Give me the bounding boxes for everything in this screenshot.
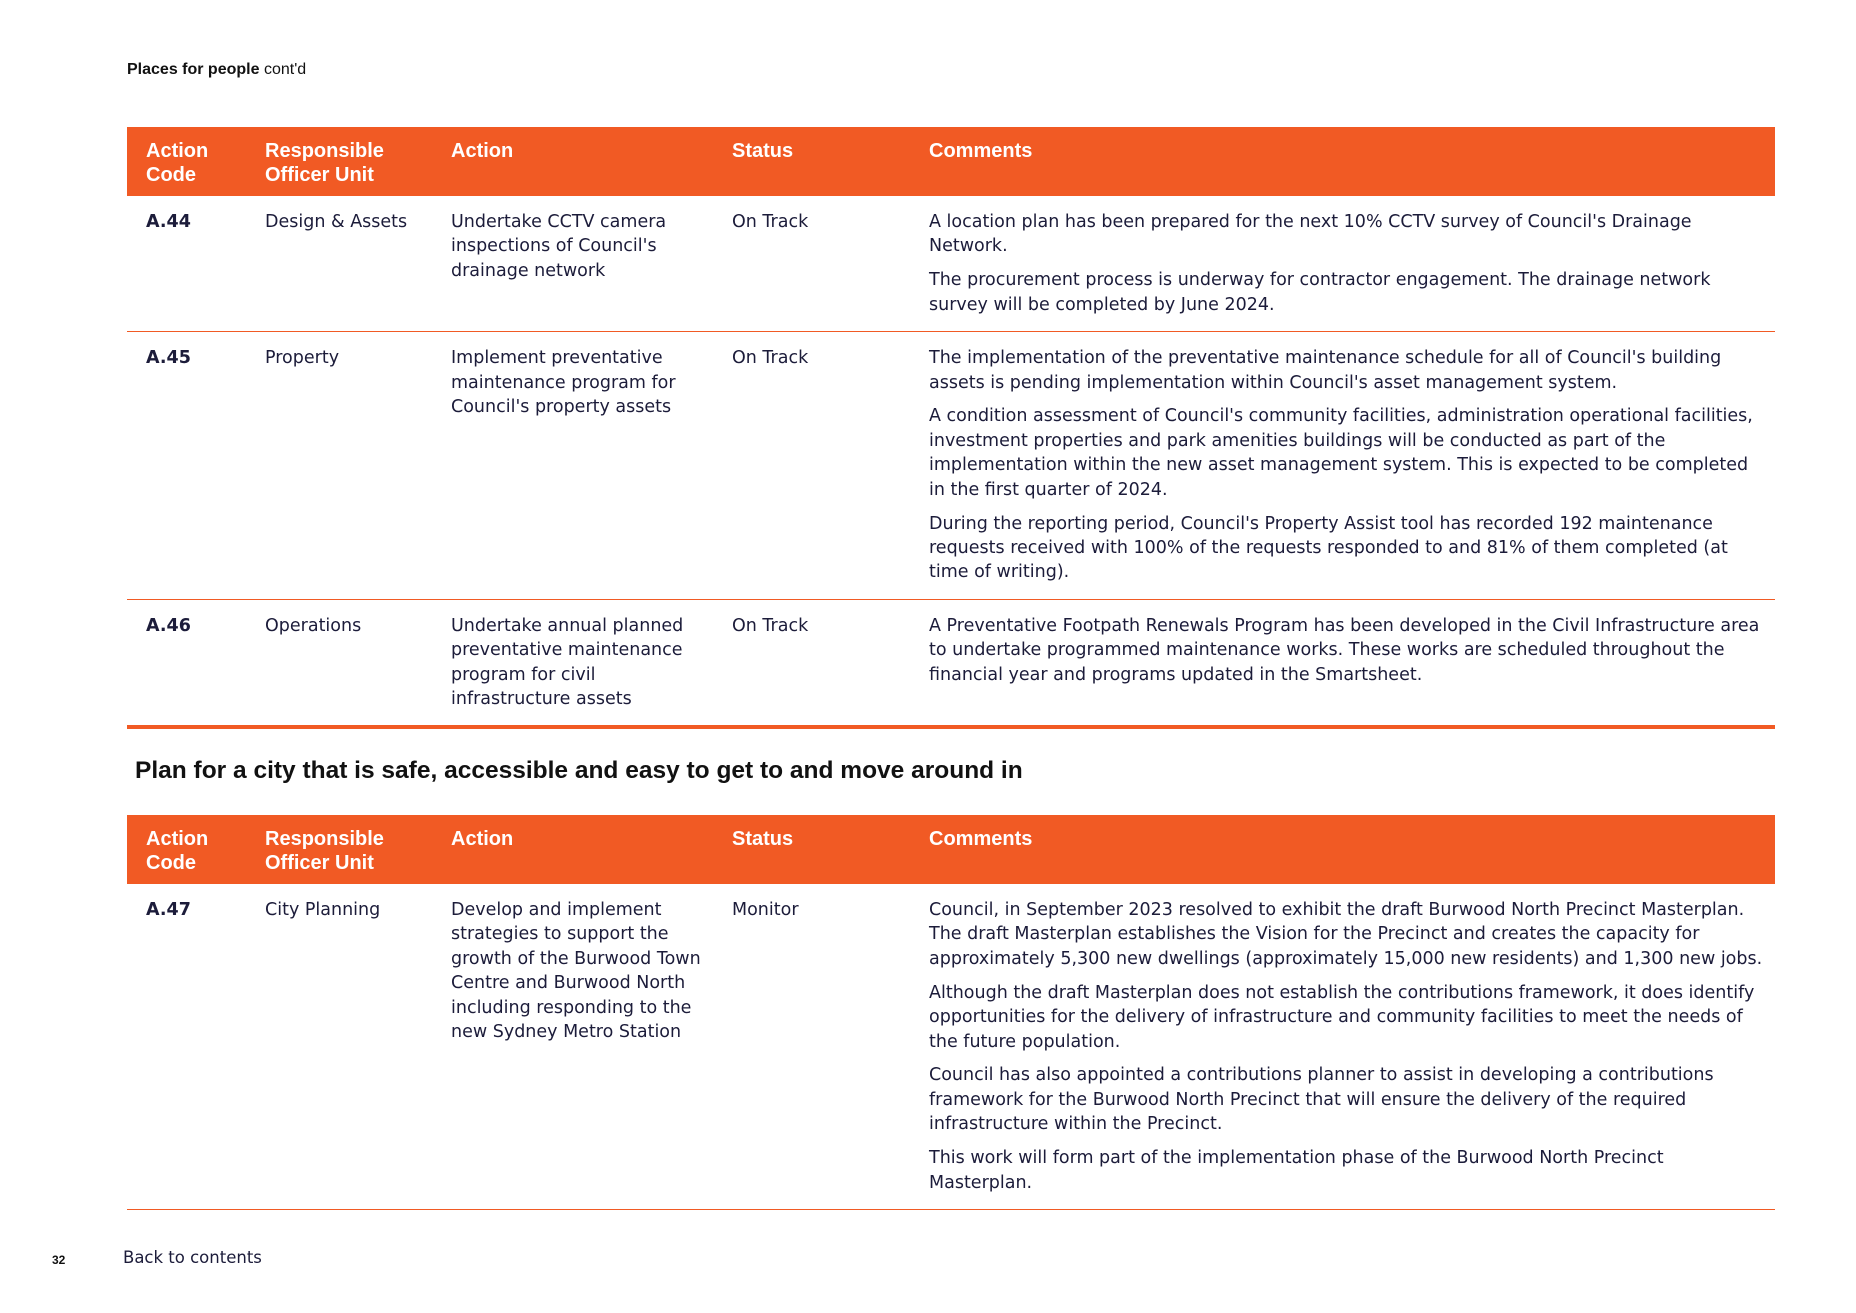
action-code: A.44 bbox=[127, 196, 246, 332]
responsible-unit: Operations bbox=[246, 599, 432, 727]
comments bbox=[910, 196, 1775, 332]
action-code: A.46 bbox=[127, 599, 246, 727]
header-action: Action bbox=[432, 815, 713, 884]
status: On Track bbox=[713, 599, 910, 727]
comment-paragraph: Council, in September 2023 resolved to exhibit the draft Burwood North Precinct Masterplan. The draft Masterplan establishes the Vision for the Precinct and creates the capacity for approximately 5,300 new dwellings (approximately 15,000 new residents) and 1,300 new jobs. bbox=[929, 900, 1763, 969]
responsible-unit: Design & Assets bbox=[246, 196, 432, 332]
action-description: Develop and implement strategies to support the growth of the Burwood Town Centre and Burwood North including responding to the new Sydney Metro Station bbox=[432, 884, 713, 1209]
comment-paragraph: The procurement process is underway for contractor engagement. The drainage network survey will be completed by June 2024. bbox=[929, 270, 1711, 315]
comments bbox=[910, 599, 1775, 727]
comment-paragraph: A Preventative Footpath Renewals Program has been developed in the Civil Infrastructure area to undertake programmed maintenance works. These works are scheduled throughout the financial year and programs updated in the Smartsheet. bbox=[929, 615, 1760, 685]
comment-paragraph: A condition assessment of Council's community facilities, administration operational facilities, investment properties and park amenities buildings will be conducted as part of the implementation within the new asset management system. This is expected to be completed in the first quarter of 2024. bbox=[929, 406, 1753, 500]
status: On Track bbox=[713, 332, 910, 600]
header-responsible-officer-unit: Responsible Officer Unit bbox=[246, 127, 432, 196]
table-row bbox=[127, 332, 1775, 600]
header-action: Action bbox=[432, 127, 713, 196]
header-action-code: Action Code bbox=[127, 815, 246, 884]
comment-paragraph: The implementation of the preventative maintenance schedule for all of Council's building assets is pending implementation within Council's asset management system. bbox=[929, 348, 1722, 393]
action-description: Implement preventative maintenance program for Council's property assets bbox=[432, 332, 713, 600]
table-row bbox=[127, 599, 1775, 727]
sub-heading: Plan for a city that is safe, accessible and easy to get to and move around in bbox=[135, 757, 1023, 784]
table-header-row bbox=[127, 127, 1775, 196]
status: Monitor bbox=[713, 884, 910, 1209]
table-row bbox=[127, 884, 1775, 1209]
header-action-code: Action Code bbox=[127, 127, 246, 196]
comment-paragraph: During the reporting period, Council's Property Assist tool has recorded 192 maintenance requests received with 100% of the requests responded to and 81% of them completed (at time of writing). bbox=[929, 513, 1728, 583]
action-description: Undertake CCTV camera inspections of Council's drainage network bbox=[432, 196, 713, 332]
responsible-unit: City Planning bbox=[246, 884, 432, 1209]
page-number: 32 bbox=[52, 1253, 66, 1267]
table-header-row bbox=[127, 815, 1775, 884]
header-responsible-officer-unit: Responsible Officer Unit bbox=[246, 815, 432, 884]
action-code: A.45 bbox=[127, 332, 246, 600]
status: On Track bbox=[713, 196, 910, 332]
action-code: A.47 bbox=[127, 884, 246, 1209]
action-description: Undertake annual planned preventative maintenance program for civil infrastructure assets bbox=[432, 599, 713, 727]
actions-table-city bbox=[127, 815, 1775, 1210]
section-label-rest: cont'd bbox=[259, 61, 307, 78]
section-label-bold: Places for people bbox=[127, 61, 260, 78]
responsible-unit: Property bbox=[246, 332, 432, 600]
comment-paragraph: This work will form part of the implementation phase of the Burwood North Precinct Masterplan. bbox=[929, 1148, 1664, 1193]
comments bbox=[910, 884, 1775, 1209]
header-status: Status bbox=[713, 127, 910, 196]
header-status: Status bbox=[713, 815, 910, 884]
comments bbox=[910, 332, 1775, 600]
back-to-contents-link[interactable]: Back to contents bbox=[123, 1248, 262, 1267]
table-row bbox=[127, 196, 1775, 332]
header-comments: Comments bbox=[910, 815, 1775, 884]
comment-paragraph: Council has also appointed a contributions planner to assist in developing a contributions framework for the Burwood North Precinct that will ensure the delivery of the required infrastructure within the Precinct. bbox=[929, 1065, 1714, 1135]
comment-paragraph: Although the draft Masterplan does not establish the contributions framework, it does identify opportunities for the delivery of infrastructure and community facilities to meet the needs of the future population. bbox=[929, 982, 1755, 1052]
header-comments: Comments bbox=[910, 127, 1775, 196]
actions-table-places bbox=[127, 127, 1775, 729]
section-label bbox=[127, 61, 306, 79]
comment-paragraph: A location plan has been prepared for the next 10% CCTV survey of Council's Drainage Network. bbox=[929, 212, 1692, 257]
